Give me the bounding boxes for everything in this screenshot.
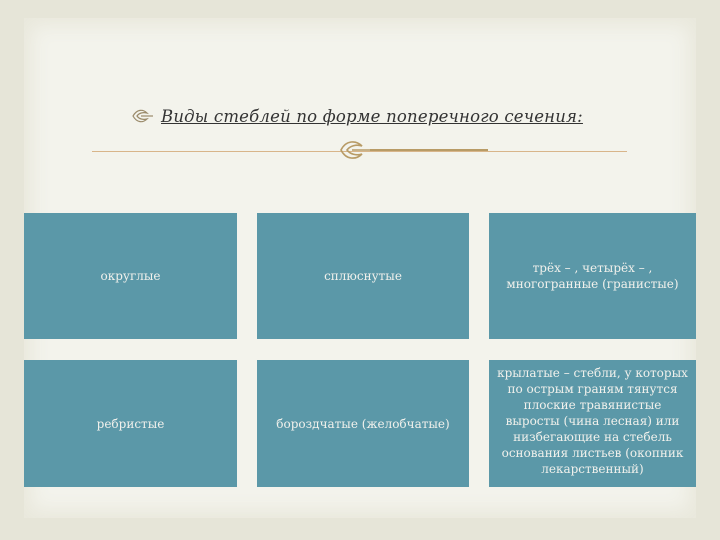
cell-winged (489, 360, 696, 487)
ornamental-bullet-icon (131, 107, 155, 125)
cell-label: крылатые – стебли, у которых по острым граням тянутся плоские травянистые выросты (чина лесная) или низбегающие на стебель основания листьев (окопник лекарственный) (497, 365, 688, 476)
page-title: Виды стеблей по форме поперечного сечения: (161, 106, 583, 126)
cell-grooved (257, 360, 469, 487)
cell-label: бороздчатые (желобчатые) (276, 416, 450, 431)
title-row (131, 104, 583, 128)
cell-label: ребристые (96, 416, 165, 431)
cell-flattened (257, 213, 469, 339)
cell-round (24, 213, 237, 339)
cell-label: сплюснутые (324, 269, 402, 283)
ornamental-flourish-icon (338, 137, 374, 163)
cell-polygonal (489, 213, 696, 339)
divider-accent (370, 149, 488, 151)
cell-label: трёх – , четырёх – , многогранные (гранистые) (506, 261, 679, 291)
cell-ribbed (24, 360, 237, 487)
cell-label: округлые (100, 269, 161, 283)
